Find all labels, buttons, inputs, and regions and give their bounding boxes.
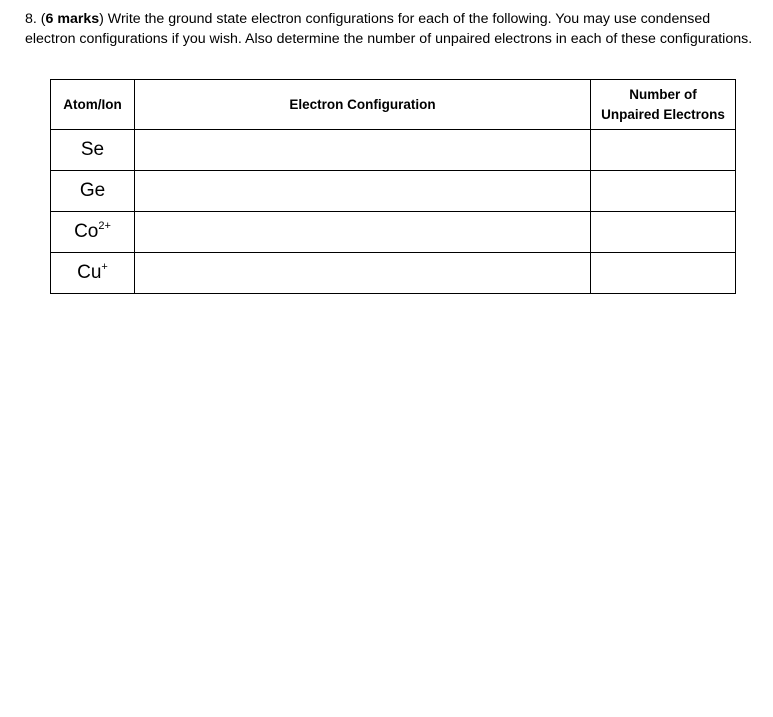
- species-cell: [51, 171, 135, 212]
- species-symbol: Ge: [79, 180, 106, 201]
- header-unpaired-line1: Number of: [629, 86, 697, 102]
- config-answer-cell[interactable]: [135, 212, 591, 253]
- question-number: 8. (: [25, 11, 46, 27]
- config-answer-cell[interactable]: [135, 130, 591, 171]
- species-cell: [51, 212, 135, 253]
- question-marks: 6 marks: [45, 11, 100, 27]
- species-symbol: Cu: [77, 262, 102, 283]
- table-row: [51, 171, 736, 212]
- species-symbol: Co: [74, 221, 99, 242]
- species-charge: +: [101, 261, 108, 273]
- species-charge: 2+: [98, 220, 111, 232]
- table-row: [51, 130, 736, 171]
- unpaired-answer-cell[interactable]: [591, 212, 736, 253]
- question-body: ) Write the ground state electron configurations for each of the following. You may use condensed electron configurations if you wish. Also determine the number of unpaired electrons in each of these configurations.: [25, 11, 753, 47]
- species-cell: [51, 130, 135, 171]
- header-unpaired-electrons: [591, 80, 736, 130]
- table-row: [51, 212, 736, 253]
- species-cell: [51, 253, 135, 294]
- question-text: [25, 9, 760, 49]
- species-symbol: Se: [80, 139, 105, 160]
- unpaired-answer-cell[interactable]: [591, 171, 736, 212]
- table-row: [51, 253, 736, 294]
- header-atom-ion: Atom/Ion: [51, 80, 135, 130]
- config-answer-cell[interactable]: [135, 253, 591, 294]
- answer-table: [50, 79, 736, 294]
- config-answer-cell[interactable]: [135, 171, 591, 212]
- unpaired-answer-cell[interactable]: [591, 130, 736, 171]
- unpaired-answer-cell[interactable]: [591, 253, 736, 294]
- header-row: [51, 80, 736, 130]
- header-unpaired-line2: Unpaired Electrons: [601, 106, 725, 122]
- header-electron-configuration: Electron Configuration: [135, 80, 591, 130]
